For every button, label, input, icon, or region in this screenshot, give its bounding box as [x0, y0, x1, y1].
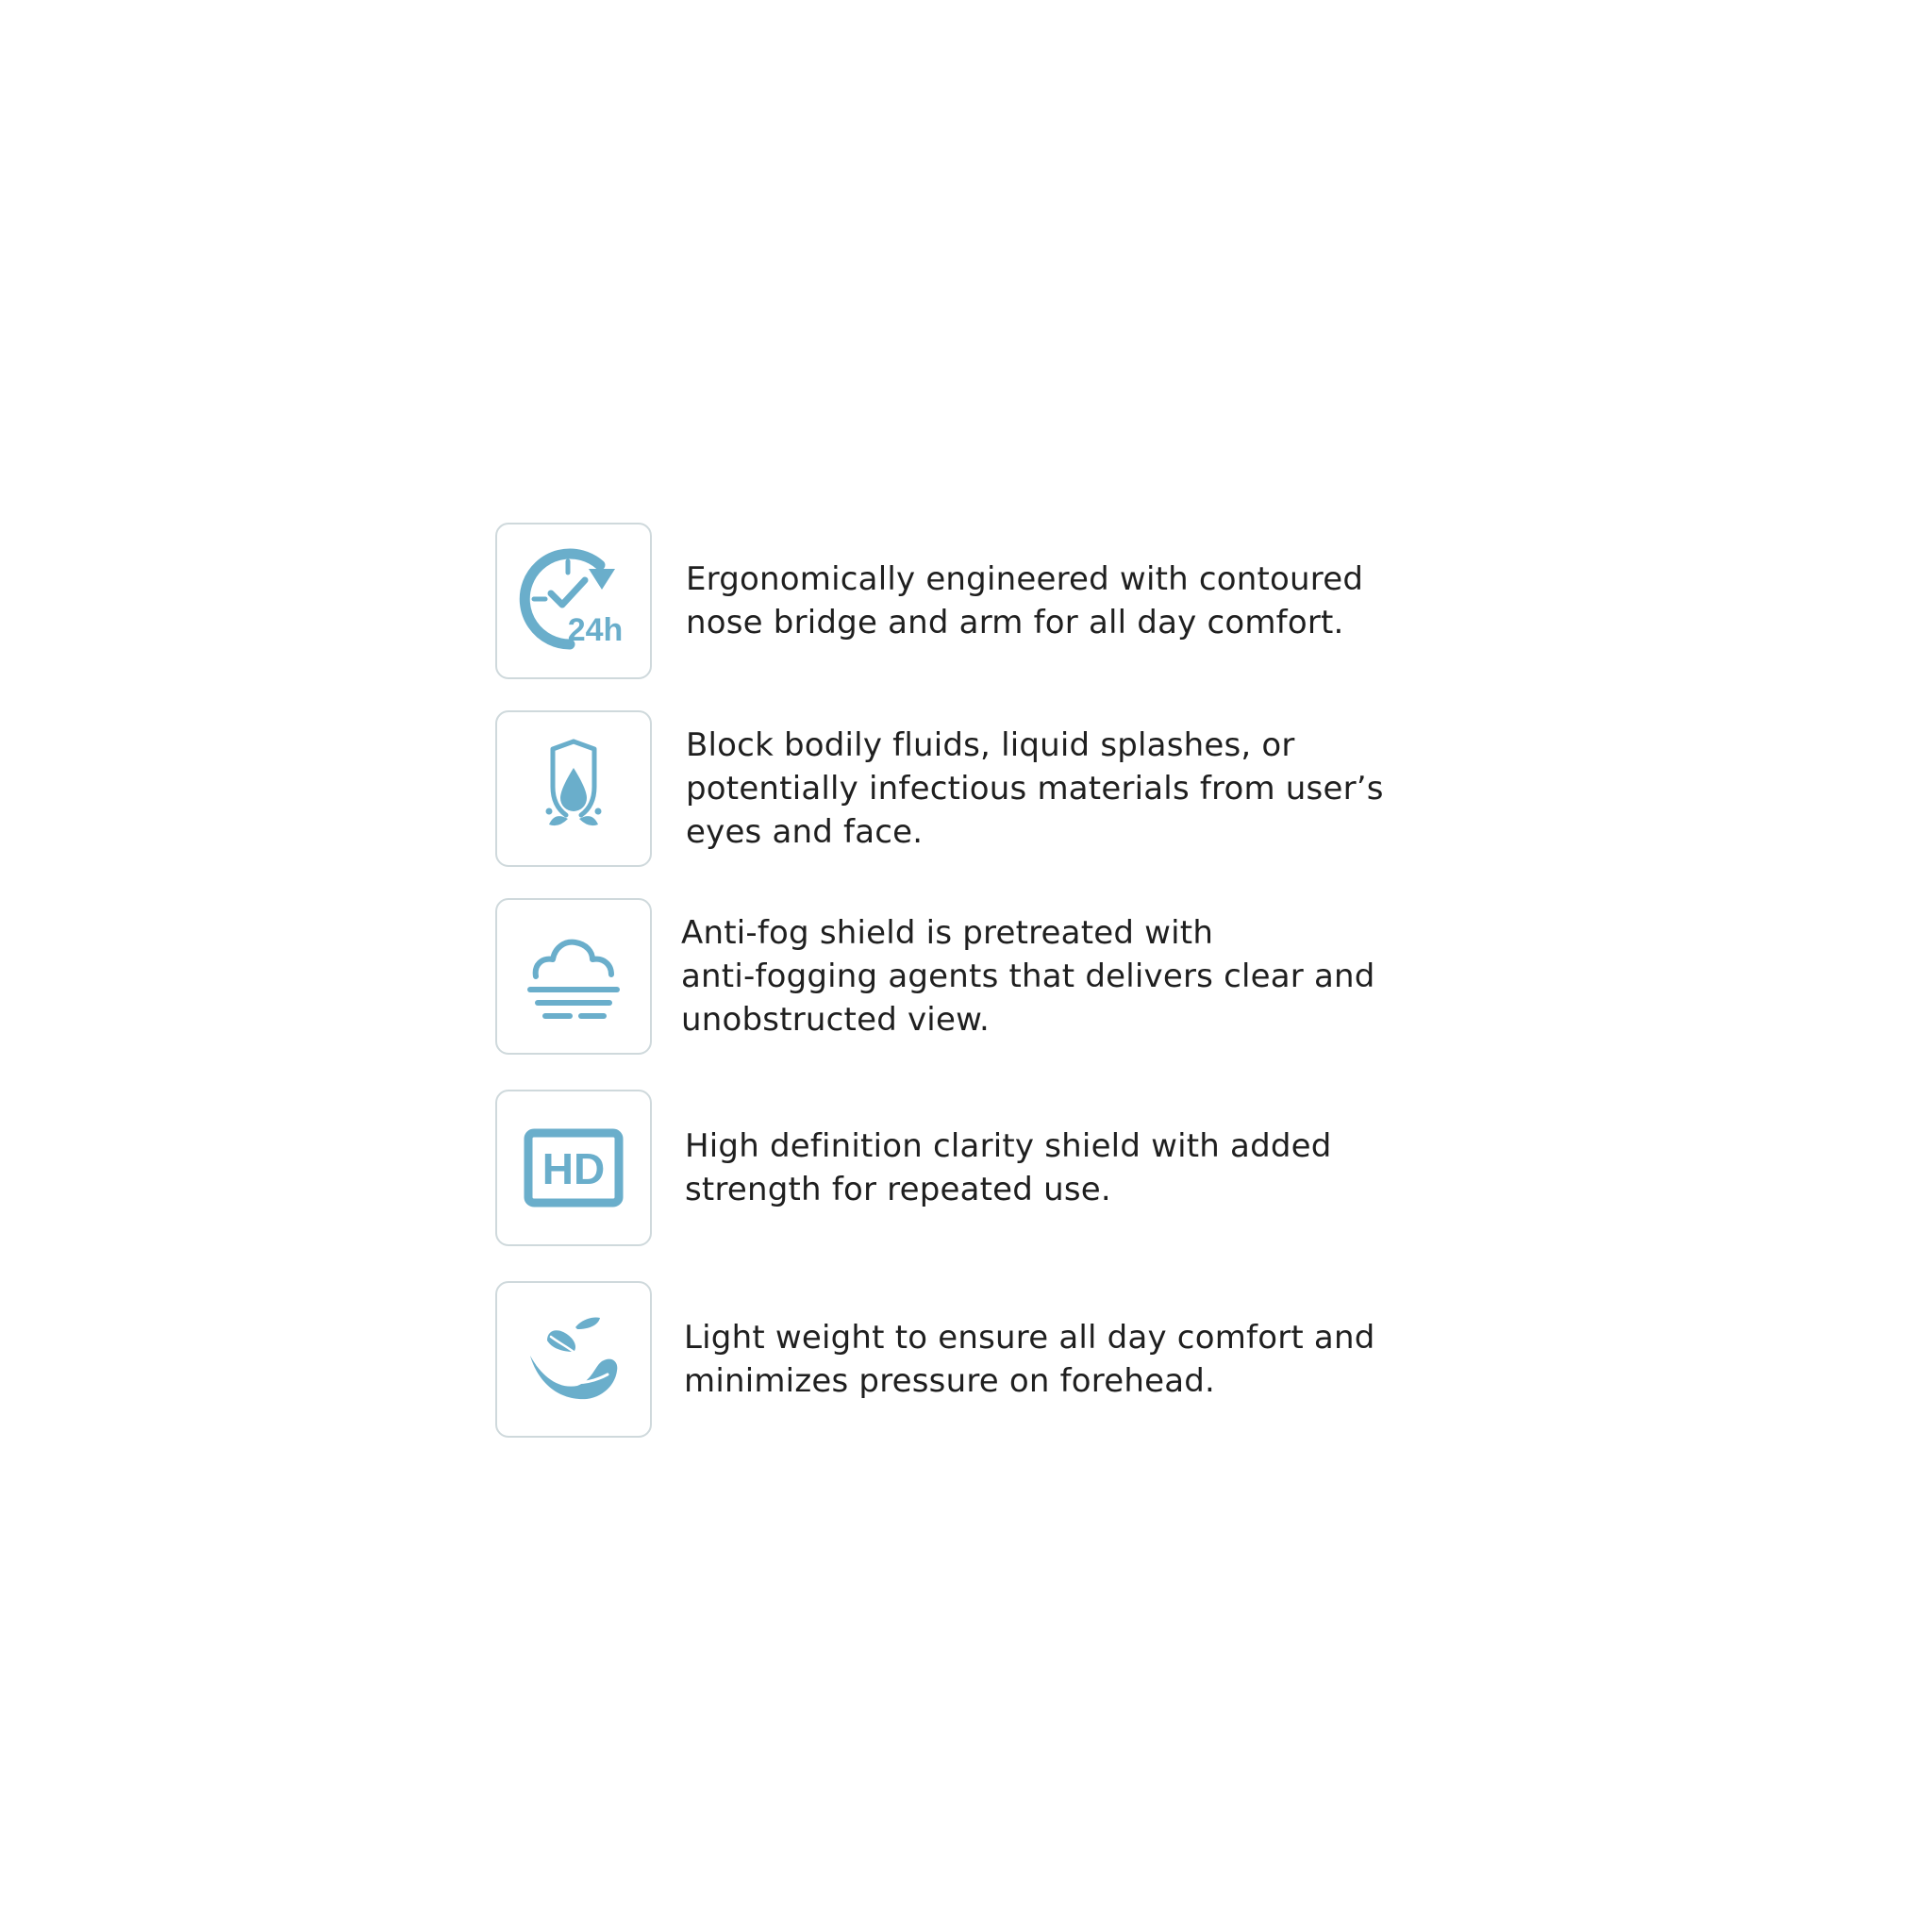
- feature-line: Ergonomically engineered with contoured: [686, 560, 1364, 598]
- feature-line: potentially infectious materials from user’s: [686, 770, 1384, 808]
- icon-frame: [495, 1090, 652, 1246]
- feature-line: anti-fogging agents that delivers clear and: [681, 958, 1375, 995]
- feature-description: [681, 898, 1436, 1055]
- feature-line: Light weight to ensure all day comfort and: [684, 1319, 1375, 1357]
- feature-description: [686, 523, 1441, 679]
- feature-item-light-weight: [495, 1281, 1439, 1441]
- feature-item-anti-fog: [495, 898, 1439, 1058]
- feature-line: unobstructed view.: [681, 1001, 990, 1039]
- feature-line: Block bodily fluids, liquid splashes, or: [686, 726, 1295, 764]
- feature-item-comfort: [495, 523, 1439, 683]
- feature-description: [685, 1090, 1440, 1246]
- shield-droplet-icon: [509, 724, 638, 853]
- feature-line: High definition clarity shield with added: [685, 1127, 1332, 1165]
- icon-frame: [495, 523, 652, 679]
- hd-icon: [509, 1104, 638, 1232]
- feature-line: nose bridge and arm for all day comfort.: [686, 604, 1344, 641]
- feature-line: Anti-fog shield is pretreated with: [681, 914, 1214, 952]
- feature-description: [684, 1281, 1439, 1438]
- feature-item-hd-clarity: [495, 1090, 1439, 1250]
- feature-line: eyes and face.: [686, 813, 924, 851]
- icon-frame: [495, 710, 652, 867]
- svg-text:24h: 24h: [567, 612, 624, 648]
- feature-line: minimizes pressure on forehead.: [684, 1362, 1216, 1400]
- clock-24h-icon: [509, 537, 638, 665]
- feature-line: strength for repeated use.: [685, 1171, 1111, 1208]
- feature-description: [686, 710, 1441, 867]
- icon-frame: [495, 1281, 652, 1438]
- icon-frame: [495, 898, 652, 1055]
- feather-icon: [509, 1295, 638, 1424]
- feature-item-fluid-block: [495, 710, 1439, 871]
- svg-text:HD: HD: [541, 1144, 606, 1193]
- fog-cloud-icon: [509, 912, 638, 1041]
